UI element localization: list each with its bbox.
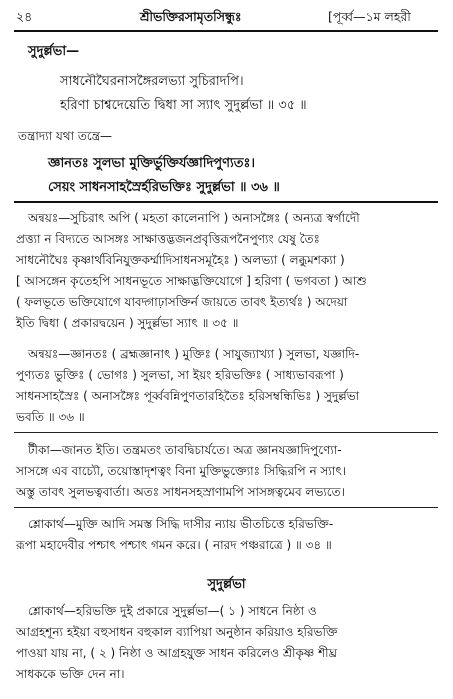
- header-rule: [14, 30, 438, 32]
- tika-line: সাসঙ্গে এব বাচ্যৌ, তয়োস্তাদৃশত্বং বিনা মুক্তিভুক্ত্যোঃ সিদ্ধিরপি ন স্যাৎ।: [16, 464, 347, 478]
- block2-verse2: সেয়ং সাধনসাহস্রৈর্হরিভক্তিঃ সুদুর্ল্লভা ॥ ৩৬ ॥: [48, 180, 280, 195]
- block1-verse1: সাধনৌঘৈরনাসঙ্গৈরলভ্যা সুচিরাদপি।: [60, 74, 244, 89]
- anvaya1-line: [ আসঙ্গেন কৃতেহপি সাধনভূতে সাক্ষাদ্ভক্তিযোগে ] হরিণা ( ভগবতা ) আশু: [16, 274, 367, 288]
- section-label: [পূর্ব্ব—১ম লহরী: [328, 9, 411, 24]
- anvaya1-line: সাধনৌঘৈঃ কৃষ্ণার্থবিনিযুক্তকর্ম্মাদিসাধনসমূহৈঃ ) অলভ্যা ( লব্ধুমশক্যা ): [16, 253, 345, 267]
- shlokartha1-line: শ্লোকার্থ—মুক্তি আদি সমস্ত সিদ্ধি দাসীর ন্যায় ভীতচিত্তে হরিভক্তি-: [28, 517, 334, 531]
- section2-heading: সুদুর্ল্লভা: [207, 577, 246, 592]
- anvaya1-line: প্রত্ত্যা ন বিদ্যতে আসঙ্গঃ সাক্ষাত্তদ্ভজনপ্রবৃত্তিরূপনৈপুণ্যং যেষু তৈঃ: [16, 232, 320, 246]
- shlokartha1-line: রূপা মহাদেবীর পশ্চাৎ পশ্চাৎ গমন করে। ( নারদ পঞ্চরাত্রে ) ॥ ৩৪ ॥: [16, 538, 332, 552]
- verse-rule: [14, 201, 438, 203]
- block1-heading: সুদুর্ল্লভা—: [28, 44, 80, 59]
- block2-verse1: জ্ঞানতঃ সুলভা মুক্তির্ভুক্তির্যজ্ঞাদিপুণ্যতঃ।: [48, 156, 256, 171]
- section2-line: সাধককে ভক্তি দেন না।: [16, 667, 125, 681]
- anvaya2-line: অন্বয়ঃ—জ্ঞানতঃ ( ব্রহ্মজ্ঞানাৎ ) মুক্তিঃ ( সাযুজ্যাখ্যা ) সুলভা, যজ্ঞাদি-: [28, 347, 360, 361]
- section2-line: শ্লোকার্থ—হরিভক্তি দুই প্রকারে সুদুর্ল্লভা—( ১ ) সাধনে নিষ্ঠা ও: [28, 604, 317, 618]
- tika-line: অস্তু তাবৎ সুলভত্ববার্তা। অতঃ সাধনসহস্রাণামপি সাসঙ্গত্বমেব লভ্যতে।: [16, 485, 345, 499]
- section2-line: পাওয়া যায় না, ( ২ ) নিষ্ঠা ও আগ্রহযুক্ত সাধন করিলেও শ্রীকৃষ্ণ শীঘ্র: [16, 646, 337, 660]
- anvaya1-line: অন্বয়ঃ—সুচিরাৎ অপি ( মহতা কালেনাপি ) অনাসঙ্গৈঃ ( অন্যত্র স্বর্গাদৌ: [28, 211, 360, 225]
- section2-line: আগ্রহশূন্য হইয়া বহুসাধন বহুকাল ব্যাপিয়া অনুষ্ঠান করিয়াও হরিভক্তি: [16, 625, 338, 639]
- tika-rule: [14, 432, 438, 433]
- anvaya2-line: ভবতি ॥ ৩৬ ॥: [16, 410, 85, 424]
- anvaya2-line: পুণ্যতঃ ভুক্তিঃ ( ভোগঃ ) সুলভা, সা ইয়ং হরিভক্তিঃ ( সাধ্যভাবরূপা ): [16, 368, 344, 382]
- shlokartha-rule: [14, 507, 438, 508]
- anvaya1-line: ইতি দ্বিধা ( প্রকারদ্বয়েন ) সুদুর্ল্লভা স্যাৎ ॥ ৩৫ ॥: [16, 316, 239, 330]
- block2-intro: তন্ত্রাদ্যা যথা তন্ত্রে—: [18, 129, 113, 143]
- tika-line: টীকা—জানত ইতি। তন্ত্রমতং তাবদ্বিচার্যতে। অত্র জ্ঞানযজ্ঞাদিপুণ্যো-: [28, 443, 342, 457]
- block1-verse2: হরিণা চাশ্বদেয়েতি দ্বিধা সা স্যাৎ সুদুর্ল্লভা ॥ ৩৫ ॥: [60, 98, 307, 113]
- anvaya2-line: সাধনসাহস্রৈঃ ( অনাসঙ্গৈঃ পূর্ব্ববন্নিপুণতারহিতৈঃ হরিসম্বন্ধিভিঃ ) সুদুর্ল্লভা: [16, 389, 360, 403]
- page-number: ২৪: [16, 9, 33, 24]
- running-title: শ্রীভক্তিরসামৃতসিন্ধুঃ: [140, 9, 242, 24]
- anvaya1-line: ( ফলভূতে ভক্তিযোগে যাবদ্গাঢ়াসক্তির্ন জায়তে তাবৎ ইত্যর্থঃ ) অদেয়া: [16, 295, 348, 309]
